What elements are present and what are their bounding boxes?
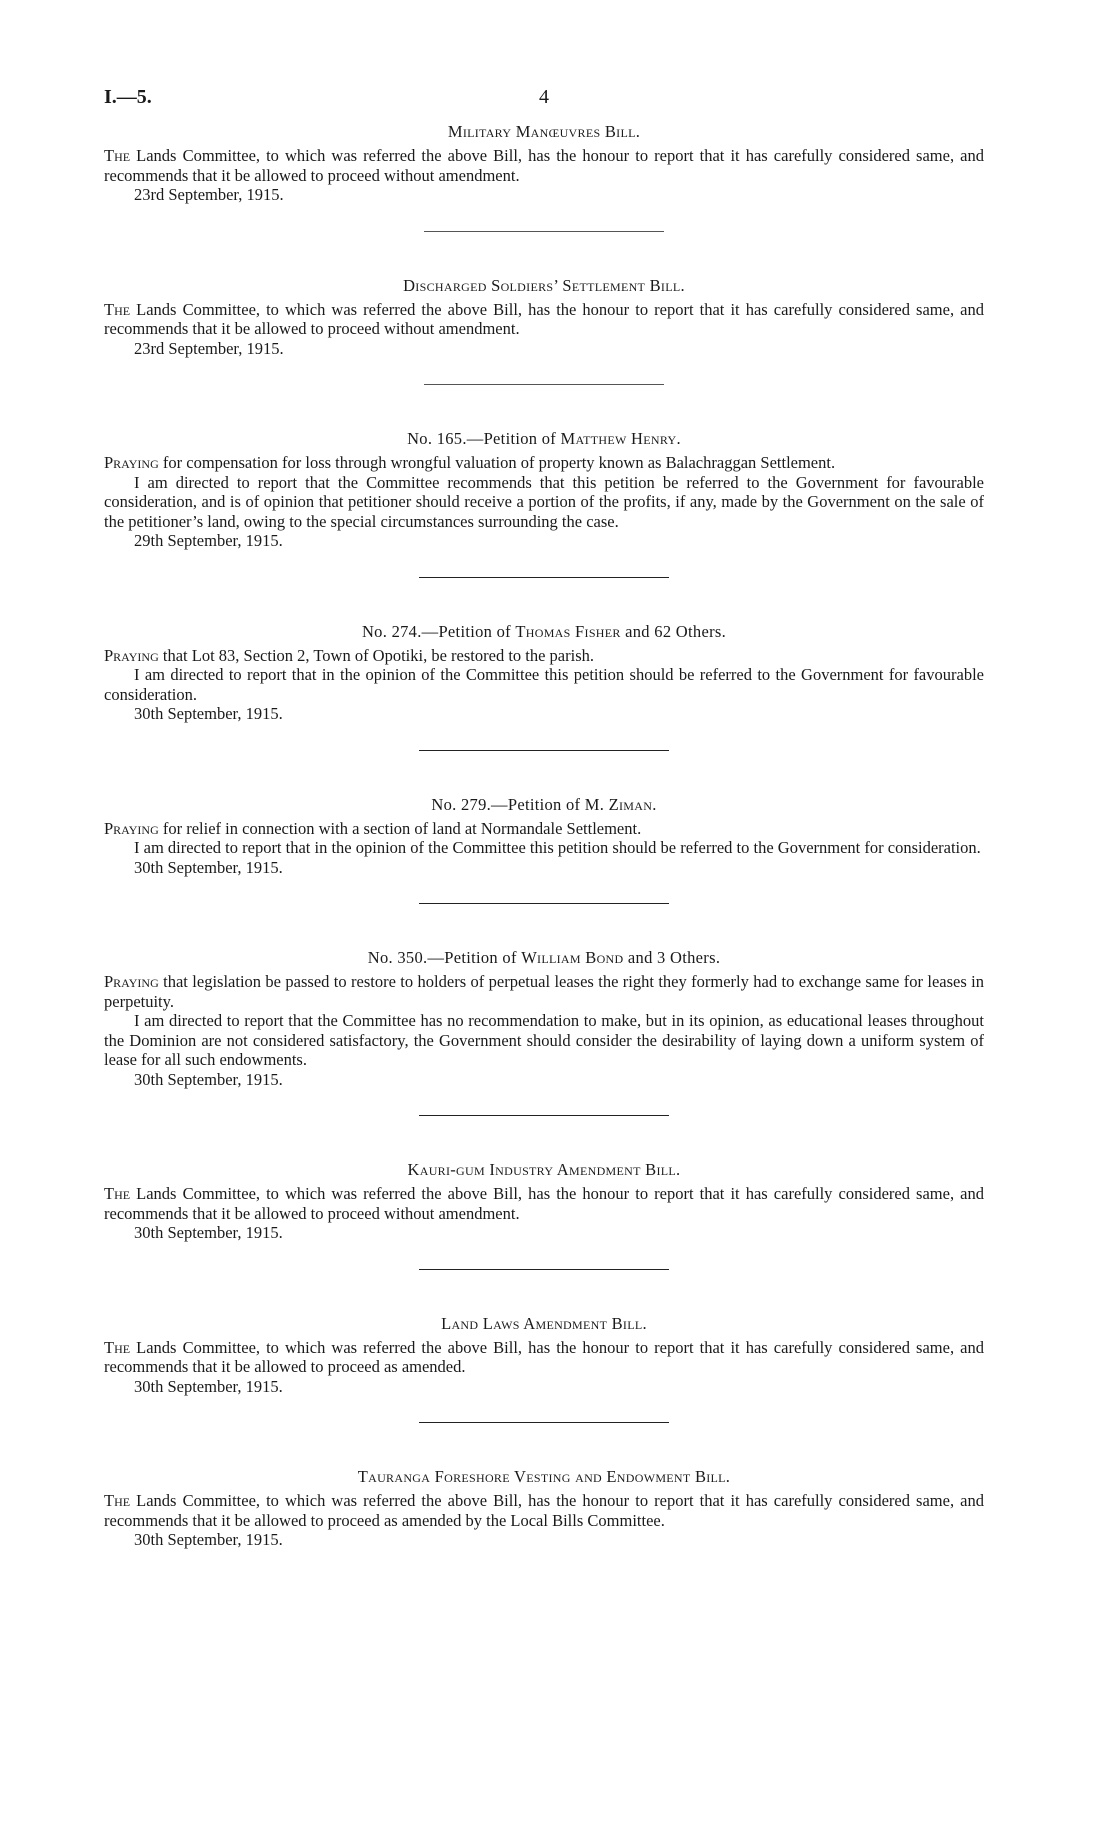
heading-title-sc: Land Laws Amendment Bill. [441,1313,647,1333]
section-divider [419,1115,669,1116]
heading-title-post: . [652,794,657,814]
section-heading [104,1467,984,1487]
paragraph-text: that legislation be passed to restore to holders of perpetual leases the right they formerly had to exchange same for leases in perpetuity. [104,972,984,1011]
section-paragraph [104,1491,984,1530]
section-date: 30th September, 1915. [134,1376,283,1396]
section-paragraph [104,473,984,532]
paragraph-lead-word: Praying [104,818,159,838]
paragraph-text: for compensation for loss through wrongful valuation of property known as Balachraggan Settlement. [158,453,836,472]
paragraph-lead-word: The [104,299,131,319]
report-section [104,1160,984,1243]
section-heading [104,122,984,142]
report-sections [104,122,984,1550]
section-heading [104,1160,984,1180]
paragraph-text: Lands Committee, to which was referred the above Bill, has the honour to report that it has carefully considered same, and recommends that it be allowed to proceed without amendment. [104,146,984,185]
section-heading [104,429,984,449]
report-section [104,795,984,878]
heading-title-sc: Thomas Fisher [515,621,621,641]
document-page [104,86,984,1550]
report-section [104,1314,984,1397]
section-paragraph [104,646,984,666]
section-date: 29th September, 1915. [134,531,283,550]
section-divider [419,1269,669,1270]
paragraph-text: I am directed to report that in the opinion of the Committee this petition should be referred to the Government for consideration. [134,838,981,857]
paragraph-text: I am directed to report that in the opinion of the Committee this petition should be referred to the Government for favourable consideration. [104,665,984,704]
report-section [104,948,984,1089]
paragraph-lead-word: The [104,1184,131,1203]
section-date: 23rd September, 1915. [134,185,284,204]
page-number: 4 [539,86,549,108]
heading-title-post: and 3 Others. [623,948,721,967]
section-paragraph [104,838,984,858]
heading-title-sc: Tauranga Foreshore Vesting and Endowment Bill. [357,1467,731,1486]
section-heading [104,276,984,296]
section-paragraph [104,300,984,339]
heading-title-pre: No. 165.—Petition of [407,429,561,448]
paragraph-text: Lands Committee, to which was referred the above Bill, has the honour to report that it has carefully considered same, and recommends that it be allowed to proceed as amended by the Local Bills Committee. [104,1491,984,1530]
paragraph-text: that Lot 83, Section 2, Town of Opotiki, be restored to the parish. [158,645,595,665]
heading-title-pre: No. 279.—Petition of M. [431,794,609,814]
section-divider [419,903,669,904]
page-header [104,86,984,122]
section-paragraph [104,819,984,839]
section-date: 30th September, 1915. [134,1530,283,1549]
heading-title-sc: Kauri-gum Industry Amendment Bill. [407,1160,681,1179]
paragraph-lead-word: Praying [104,453,159,472]
section-date: 30th September, 1915. [134,857,283,877]
paragraph-lead-word: The [104,146,131,165]
section-heading [104,622,984,642]
paragraph-text: I am directed to report that the Committee recommends that this petition be referred to the Government for favourable consideration, and is of opinion that petitioner should receive a portion of the profits, if any, made by the Government on the sale of the petitioner’s land, owing to the special circumstances surrounding the case. [104,472,984,531]
heading-title-sc: Military Manœuvres Bill. [447,122,641,141]
section-divider [419,750,669,751]
report-section [104,276,984,359]
paragraph-lead-word: The [104,1491,131,1510]
section-date: 30th September, 1915. [134,1223,283,1242]
paragraph-lead-word: The [104,1337,131,1357]
section-paragraph [104,1184,984,1223]
heading-title-post: and 62 Others. [620,621,727,641]
section-divider [419,1422,669,1423]
section-paragraph [104,972,984,1011]
heading-title-post: . [676,429,681,448]
heading-title-sc: Matthew Henry [560,429,677,448]
section-divider [424,231,664,232]
section-paragraph [104,1338,984,1377]
paragraph-lead-word: Praying [104,645,159,665]
paragraph-text: I am directed to report that the Committee has no recommendation to make, but in its opinion, as educational leases throughout the Dominion are not considered satisfactory, the Government should consider the desirability of laying down a uniform system of lease for all such endowments. [104,1011,984,1069]
heading-title-sc: Ziman [608,794,653,814]
paragraph-lead-word: Praying [104,972,159,991]
section-heading [104,1314,984,1334]
heading-title-sc: William Bond [521,948,624,967]
section-paragraph [104,665,984,704]
section-heading [104,948,984,968]
section-heading [104,795,984,815]
report-section [104,622,984,724]
report-section [104,1467,984,1550]
paragraph-text: Lands Committee, to which was referred the above Bill, has the honour to report that it has carefully considered same, and recommends that it be allowed to proceed as amended. [104,1337,984,1376]
section-divider [424,384,664,385]
paragraph-text: for relief in connection with a section of land at Normandale Settlement. [158,818,642,838]
section-date: 30th September, 1915. [134,704,283,723]
paragraph-text: Lands Committee, to which was referred the above Bill, has the honour to report that it has carefully considered same, and recommends that it be allowed to proceed without amendment. [104,299,984,338]
paragraph-text: Lands Committee, to which was referred the above Bill, has the honour to report that it has carefully considered same, and recommends that it be allowed to proceed without amendment. [104,1184,984,1223]
section-date: 30th September, 1915. [134,1069,283,1089]
section-date: 23rd September, 1915. [134,338,284,358]
section-paragraph [104,453,984,473]
heading-title-pre: No. 350.—Petition of [367,948,522,967]
section-paragraph [104,146,984,185]
report-section [104,122,984,205]
report-section [104,429,984,551]
section-paragraph [104,1011,984,1070]
heading-title-sc: Discharged Soldiers’ Settlement Bill. [403,275,685,295]
paper-reference: I.—5. [104,86,152,108]
heading-title-pre: No. 274.—Petition of [361,621,516,641]
section-divider [419,577,669,578]
